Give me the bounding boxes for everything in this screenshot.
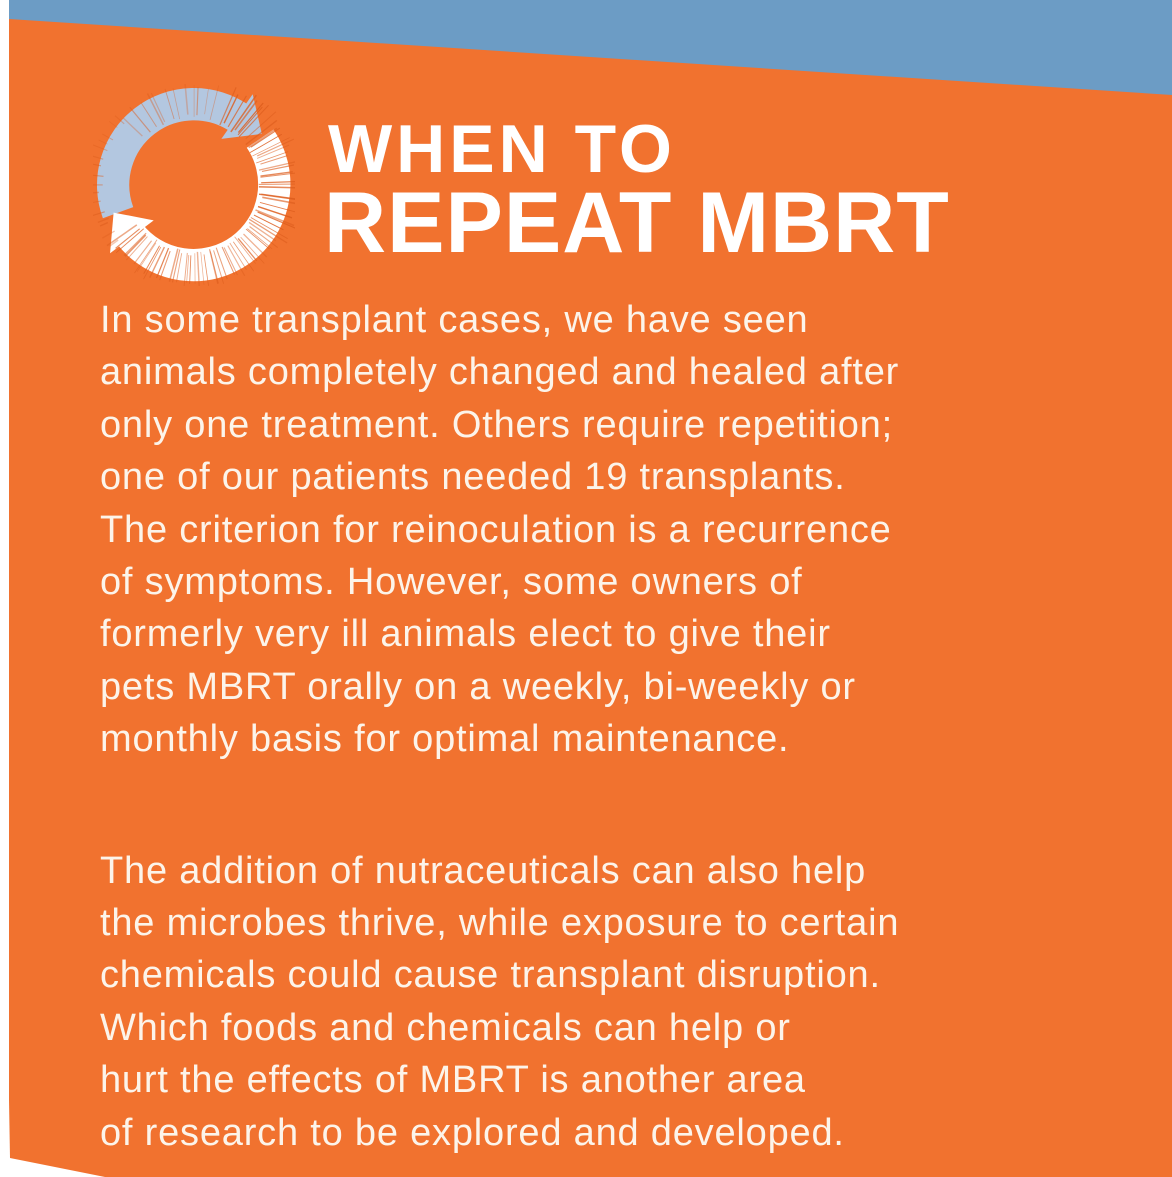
text-line: pets MBRT orally on a weekly, bi-weekly or [100, 665, 856, 708]
text-line: The criterion for reinoculation is a recurrence [100, 508, 892, 551]
text-line: animals completely changed and healed after [100, 351, 900, 394]
text-line: formerly very ill animals elect to give their [100, 613, 831, 656]
body-text [100, 294, 1110, 1159]
text-line: Which foods and chemicals can help or [100, 1006, 791, 1049]
text-line: monthly basis for optimal maintenance. [100, 718, 790, 761]
text-line: the microbes thrive, while exposure to certain [100, 902, 900, 945]
repeat-arc-white [129, 139, 274, 265]
text-line: of symptoms. However, some owners of [100, 561, 803, 604]
body-paragraph-2 [100, 845, 1110, 1159]
text-line: In some transplant cases, we have seen [100, 299, 809, 341]
repeat-cycle-icon [93, 84, 295, 286]
repeat-cycle-svg [93, 84, 295, 286]
heading-kicker: WHEN TO [328, 111, 676, 187]
text-line: of research to be explored and developed. [100, 1111, 845, 1154]
text-line: only one treatment. Others require repetition; [100, 403, 893, 446]
text-line: hurt the effects of MBRT is another area [100, 1059, 806, 1102]
body-paragraph-1 [100, 294, 1110, 766]
heading-title: REPEAT MBRT [324, 175, 950, 271]
text-line: one of our patients needed 19 transplants. [100, 456, 846, 499]
text-line: The addition of nutraceuticals can also help [100, 849, 867, 892]
text-line: chemicals could cause transplant disruption. [100, 954, 881, 997]
